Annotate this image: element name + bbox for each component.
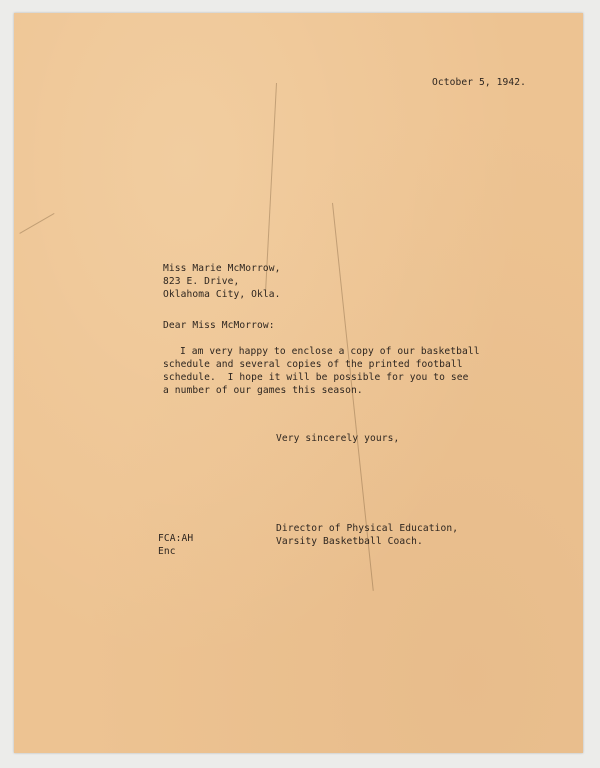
paper-crease xyxy=(265,83,277,293)
recipient-name: Miss Marie McMorrow, xyxy=(163,263,281,274)
recipient-street: 823 E. Drive, xyxy=(163,276,240,287)
paper-crease xyxy=(19,213,54,234)
salutation: Dear Miss McMorrow: xyxy=(163,320,275,331)
letter-sheet xyxy=(14,13,583,753)
reference-initials: FCA:AH xyxy=(158,533,194,544)
signature-title: Director of Physical Education, xyxy=(276,523,459,534)
enclosure-note: Enc xyxy=(158,546,176,557)
recipient-city: Oklahoma City, Okla. xyxy=(163,289,281,300)
closing: Very sincerely yours, xyxy=(276,433,400,444)
body-line: schedule and several copies of the printed football xyxy=(163,359,463,370)
body-line: a number of our games this season. xyxy=(163,385,363,396)
body-line: schedule. I hope it will be possible for you to see xyxy=(163,372,469,383)
body-line: I am very happy to enclose a copy of our basketball xyxy=(180,346,480,357)
signature-title: Varsity Basketball Coach. xyxy=(276,536,423,547)
letter-date: October 5, 1942. xyxy=(432,77,527,88)
